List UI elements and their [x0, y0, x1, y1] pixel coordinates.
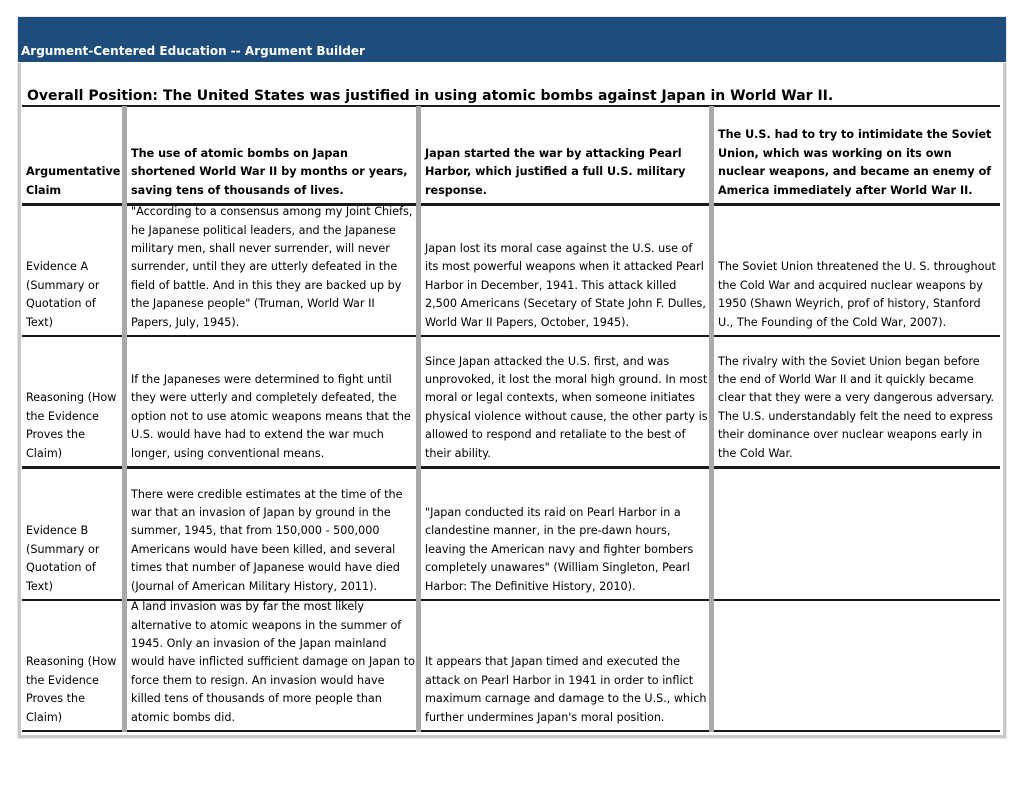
row-label: Reasoning (How the Evidence Proves the Claim) [26, 391, 117, 460]
table-cell: Japan lost its moral case against the U.S. use of its most powerful weapons when it attacked Pearl Harbor in December, 1941. This attack killed 2,500 Americans (Secetary of State John F. Dulles, World War II Papers, October, 1945). [425, 241, 706, 329]
claim-cell: Japan started the war by attacking Pearl Harbor, which justified a full U.S. military response. [425, 146, 686, 197]
row-divider [22, 730, 1000, 732]
table-cell: If the Japaneses were determined to fight until they were utterly and completely defeated, the option not to use atomic weapons means that the U.S. would have had to extend the war much longer, using conventional means. [131, 372, 411, 460]
table-cell: "According to a consensus among my Joint Chiefs, he Japanese political leaders, and the Japanese military men, shall never surrender, will never surrender, until they are utterly defeated in the field of battle. And in this they are backed up by the Japanese people" (Truman, World War II Papers, July, 1945). [131, 205, 413, 329]
row-label: Evidence A (Summary or Quotation of Text) [26, 260, 100, 329]
frame-border-bottom [18, 735, 1006, 738]
overall-position-heading: Overall Position: The United States was justified in using atomic bombs against Japan in World War II. [27, 88, 834, 104]
title-bar [18, 17, 1006, 62]
app-title: Argument-Centered Education -- Argument Builder [21, 44, 365, 58]
row-label: Reasoning (How the Evidence Proves the Claim) [26, 655, 117, 724]
frame-border-right [1003, 63, 1006, 738]
table-cell: The Soviet Union threatened the U. S. throughout the Cold War and acquired nuclear weapons by 1950 (Shawn Weyrich, prof of history, Stanford U., The Founding of the Cold War, 2007). [718, 260, 996, 329]
table-cell: The rivalry with the Soviet Union began before the end of World War II and it quickly became clear that they were a very dangerous adversary. The U.S. understandably felt the need to express their dominance over nuclear weapons early in the Cold War. [718, 354, 995, 460]
table-cell [714, 469, 1000, 599]
table-cell: There were credible estimates at the time of the war that an invasion of Japan by ground in the summer, 1945, that from 150,000 - 500,000 Americans would have been killed, and several times that number of Japanese would have died (Journal of American Military History, 2011). [131, 487, 403, 593]
table-cell: "Japan conducted its raid on Pearl Harbor in a clandestine manner, in the pre-dawn hours, leaving the American navy and fighter bombers completely unawares" (William Singleton, Pearl Harbor: The Definitive History, 2010). [425, 505, 694, 593]
table-cell: It appears that Japan timed and executed the attack on Pearl Harbor in 1941 in order to inflict maximum carnage and damage to the U.S., which further undermines Japan's moral position. [425, 655, 707, 724]
spreadsheet-page [18, 17, 1006, 738]
header-row-label: Argumentative Claim [26, 165, 121, 197]
frame-border-left [18, 63, 21, 738]
claim-cell: The use of atomic bombs on Japan shortened World War II by months or years, saving tens of thousands of lives. [131, 146, 408, 197]
table-cell: Since Japan attacked the U.S. first, and was unprovoked, it lost the moral high ground. In most moral or legal contexts, when someone initiates physical violence without cause, the other party is allowed to respond and retaliate to the best of their ability. [425, 354, 708, 460]
claim-cell: The U.S. had to try to intimidate the Soviet Union, which was working on its own nuclear weapons, and became an enemy of America immediately after World War II. [718, 128, 992, 197]
table-cell [714, 601, 1000, 730]
row-label: Evidence B (Summary or Quotation of Text) [26, 524, 100, 593]
table-cell: A land invasion was by far the most likely alternative to atomic weapons in the summer of 1945. Only an invasion of the Japan mainland would have inflicted sufficient damage on Japan to force them to resign. An invasion would have killed tens of thousands of more people than atomic bombs did. [131, 600, 415, 724]
